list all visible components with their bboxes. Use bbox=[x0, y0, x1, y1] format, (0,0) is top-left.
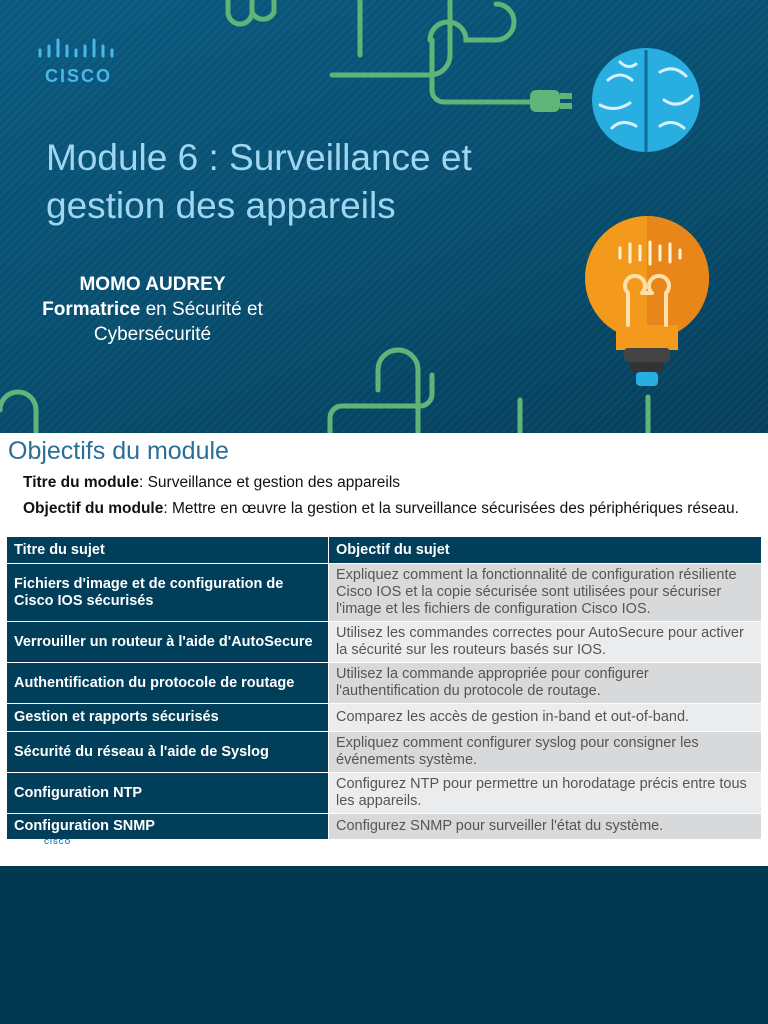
row-objective: Comparez les accès de gestion in-band et out-of-band. bbox=[329, 704, 762, 732]
module-title-line2: gestion des appareils bbox=[46, 185, 396, 226]
brain-icon bbox=[592, 48, 700, 152]
presenter-role-line2: Cybersécurité bbox=[93, 324, 212, 345]
module-title bbox=[46, 134, 566, 230]
presenter-block bbox=[20, 272, 285, 347]
table-row bbox=[7, 773, 762, 814]
row-objective: Utilisez les commandes correctes pour AutoSecure pour activer la sécurité sur les routeurs basés sur IOS. bbox=[329, 622, 762, 663]
row-objective: Expliquez comment configurer syslog pour consigner les événements système. bbox=[329, 732, 762, 773]
table-row bbox=[7, 732, 762, 773]
presenter-role-rest: en Sécurité et bbox=[140, 299, 263, 320]
row-objective: Utilisez la commande appropriée pour configurer l'authentification du protocole de routage. bbox=[329, 663, 762, 704]
row-objective: Expliquez comment la fonctionnalité de configuration résiliente Cisco IOS et la copie sécurisée sont utilisées pour sécuriser l'image et les fichiers de configuration Cisco IOS. bbox=[329, 564, 762, 622]
header-topic: Titre du sujet bbox=[7, 537, 329, 564]
lightbulb-icon bbox=[585, 216, 709, 386]
module-objective-label: Objectif du module bbox=[23, 500, 164, 517]
cisco-logo-text: CISCO bbox=[45, 66, 113, 86]
table-row bbox=[7, 814, 762, 840]
module-title-value: : Surveillance et gestion des appareils bbox=[138, 474, 401, 491]
row-topic: Sécurité du réseau à l'aide de Syslog bbox=[7, 732, 329, 773]
header-objective: Objectif du sujet bbox=[329, 537, 762, 564]
module-objective-value: : Mettre en œuvre la gestion et la surveillance sécurisées des périphériques réseau. bbox=[163, 500, 739, 517]
table-row bbox=[7, 622, 762, 663]
row-objective: Configurez NTP pour permettre un horodatage précis entre tous les appareils. bbox=[329, 773, 762, 814]
row-topic: Configuration SNMP bbox=[7, 814, 329, 840]
objectives-slide bbox=[0, 433, 768, 866]
row-topic: Gestion et rapports sécurisés bbox=[7, 704, 329, 732]
table-row bbox=[7, 564, 762, 622]
objectives-table bbox=[6, 536, 762, 840]
row-topic: Configuration NTP bbox=[7, 773, 329, 814]
title-slide bbox=[0, 0, 768, 433]
presenter-name: MOMO AUDREY bbox=[79, 274, 226, 295]
module-objective-line bbox=[23, 499, 743, 518]
objectives-title: Objectifs du module bbox=[8, 437, 229, 465]
row-topic: Authentification du protocole de routage bbox=[7, 663, 329, 704]
presenter-role bbox=[20, 297, 285, 322]
row-objective: Configurez SNMP pour surveiller l'état du système. bbox=[329, 814, 762, 840]
table-row bbox=[7, 663, 762, 704]
table-header-row bbox=[7, 537, 762, 564]
module-title-label: Titre du module bbox=[23, 474, 139, 491]
plug-icon bbox=[530, 90, 572, 112]
row-topic: Fichiers d'image et de configuration de Cisco IOS sécurisés bbox=[7, 564, 329, 622]
presenter-role-bold: Formatrice bbox=[42, 299, 141, 320]
module-title-line1: Module 6 : Surveillance et bbox=[46, 137, 472, 178]
module-title-line bbox=[23, 473, 753, 492]
table-row bbox=[7, 704, 762, 732]
footer-cisco-logo: CISCO bbox=[44, 839, 72, 846]
row-topic: Verrouiller un routeur à l'aide d'AutoSecure bbox=[7, 622, 329, 663]
